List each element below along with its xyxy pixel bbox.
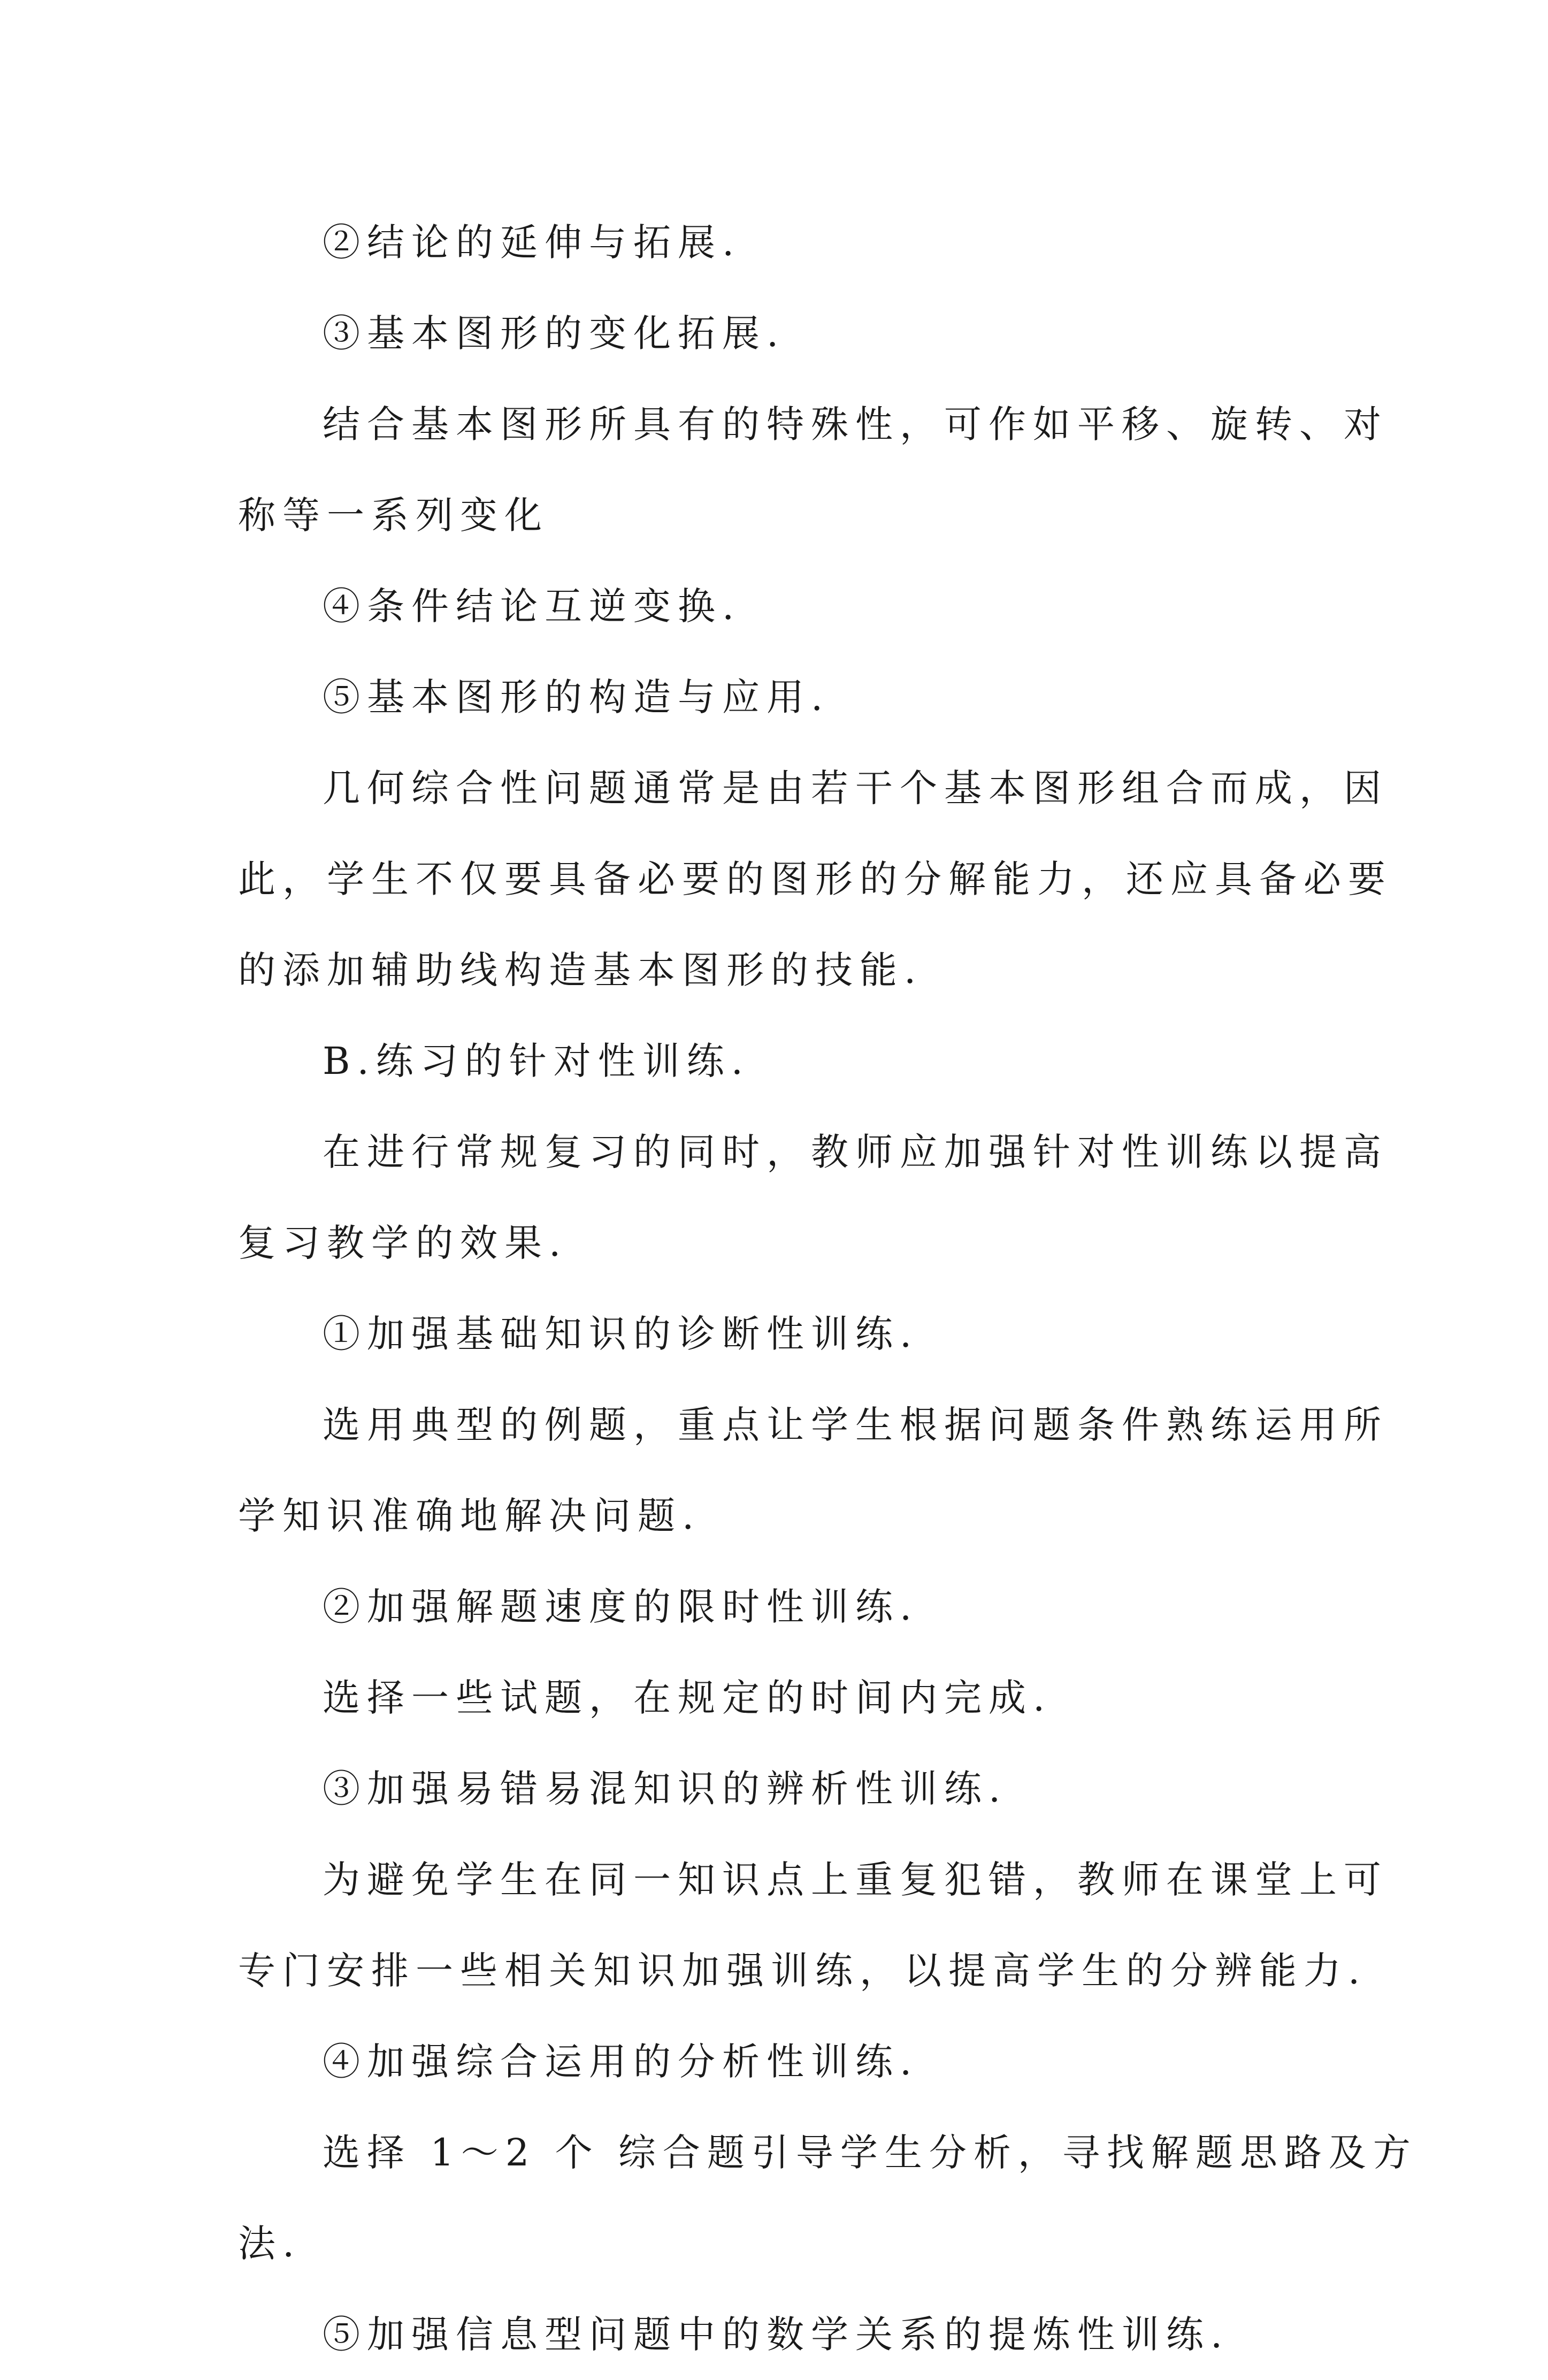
text-line: 复习教学的效果. <box>238 1221 568 1265</box>
text-line: 在进行常规复习的同时，教师应加强针对性训练以提高 <box>323 1130 1388 1174</box>
text-line: ④加强综合运用的分析性训练. <box>323 2040 919 2084</box>
section-heading: B.练习的针对性训练. <box>323 1039 750 1083</box>
text-line: ⑤加强信息型问题中的数学关系的提炼性训练. <box>323 2313 1230 2356</box>
text-line: 几何综合性问题通常是由若干个基本图形组合而成，因 <box>323 766 1388 810</box>
text-line: ②加强解题速度的限时性训练. <box>323 1585 919 1629</box>
text-line: ③加强易错易混知识的辨析性训练. <box>323 1767 1008 1811</box>
document-body <box>238 197 1417 2380</box>
text-line: 选用典型的例题，重点让学生根据问题条件熟练运用所 <box>323 1403 1388 1447</box>
text-line: ④条件结论互逆变换. <box>323 584 741 628</box>
text-line: 为避免学生在同一知识点上重复犯错，教师在课堂上可 <box>323 1858 1388 1902</box>
text-line: ⑤基本图形的构造与应用. <box>323 675 830 719</box>
text-line: ②结论的延伸与拓展. <box>323 220 741 264</box>
text-line: 此，学生不仅要具备必要的图形的分解能力，还应具备必要 <box>238 857 1392 901</box>
text-line: 法. <box>238 2222 302 2265</box>
text-line: 称等一系列变化 <box>238 493 549 537</box>
text-line: 选择一些试题，在规定的时间内完成. <box>323 1676 1052 1720</box>
text-line: 结合基本图形所具有的特殊性，可作如平移、旋转、对 <box>323 402 1388 446</box>
text-line: 的添加辅助线构造基本图形的技能. <box>238 948 923 992</box>
text-line: 学知识准确地解决问题. <box>238 1494 701 1538</box>
text-line: ①加强基础知识的诊断性训练. <box>323 1312 919 1356</box>
text-line: ③基本图形的变化拓展. <box>323 311 786 355</box>
text-line: 专门安排一些相关知识加强训练，以提高学生的分辨能力. <box>238 1949 1367 1993</box>
text-line: 选择 1～2 个 综合题引导学生分析，寻找解题思路及方 <box>323 2131 1417 2175</box>
